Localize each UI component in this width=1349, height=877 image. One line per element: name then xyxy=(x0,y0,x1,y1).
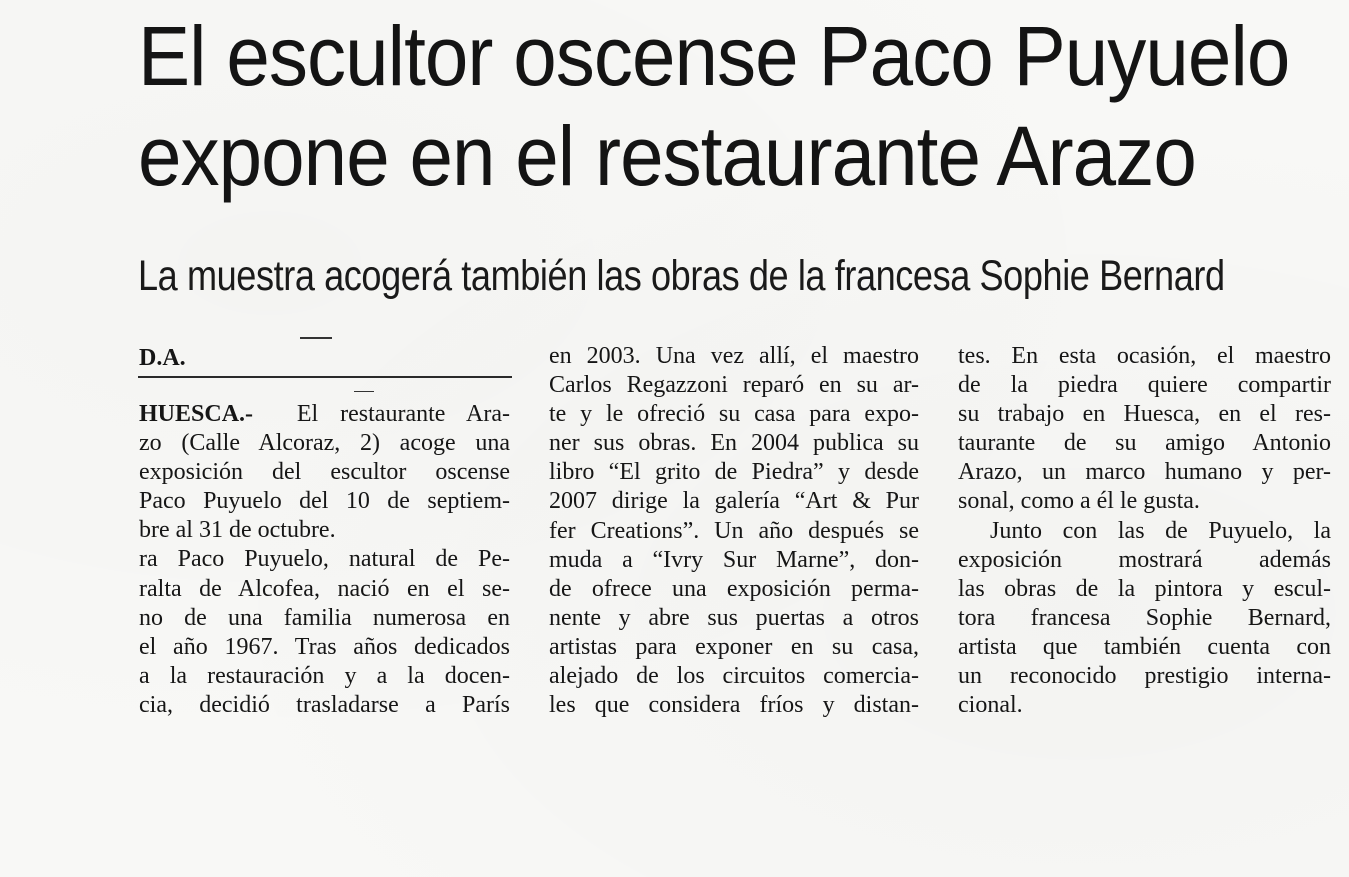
text-line: ra Paco Puyuelo, natural de Pe- xyxy=(139,546,510,573)
dateline: HUESCA.- xyxy=(139,401,254,427)
text-line: nente y abre sus puertas a otros xyxy=(549,604,919,631)
text-line: Arazo, un marco humano y per- xyxy=(958,459,1331,486)
text-line: las obras de la pintora y escul- xyxy=(958,575,1331,602)
text-line: te y le ofreció su casa para expo- xyxy=(549,401,919,428)
text-line xyxy=(139,400,510,429)
text-line: fer Creations”. Un año después se xyxy=(549,517,919,544)
text-line: libro “El grito de Piedra” y desde xyxy=(549,459,919,486)
text-line: un reconocido prestigio interna- xyxy=(958,663,1331,690)
separator-dash xyxy=(300,337,332,339)
text-line: de la piedra quiere compartir xyxy=(958,372,1331,399)
text-line: no de una familia numerosa en xyxy=(139,604,510,631)
body-column-2 xyxy=(549,342,919,720)
headline xyxy=(138,6,1290,206)
text-line: tora francesa Sophie Bernard, xyxy=(958,604,1331,631)
text-line: Carlos Regazzoni reparó en su ar- xyxy=(549,372,919,399)
text-line: ner sus obras. En 2004 publica su xyxy=(549,430,919,457)
body-column-3 xyxy=(958,342,1331,720)
text-line: Junto con las de Puyuelo, la xyxy=(990,517,1331,544)
text-line: cional. xyxy=(958,692,1023,719)
byline-rule xyxy=(138,376,512,378)
text-line: sonal, como a él le gusta. xyxy=(958,488,1200,515)
text-line: ralta de Alcofea, nació en el se- xyxy=(139,575,510,602)
text-line: exposición mostrará además xyxy=(958,546,1331,573)
text-line: exposición del escultor oscense xyxy=(139,459,510,486)
headline-line-2: expone en el restaurante Arazo xyxy=(138,109,1196,203)
body-column-1 xyxy=(139,400,510,720)
text-line: les que considera fríos y distan- xyxy=(549,692,919,719)
text-line: de ofrece una exposición perma- xyxy=(549,575,919,602)
text-line-content: El restaurante Ara- xyxy=(296,401,510,427)
text-line: cia, decidió trasladarse a París xyxy=(139,691,510,718)
headline-line-1: El escultor oscense Paco Puyuelo xyxy=(138,9,1290,103)
text-line: el año 1967. Tras años dedicados xyxy=(139,633,510,660)
text-line: taurante de su amigo Antonio xyxy=(958,430,1331,457)
text-line: artista que también cuenta con xyxy=(958,633,1331,660)
text-line: muda a “Ivry Sur Marne”, don- xyxy=(549,546,919,573)
text-line: zo (Calle Alcoraz, 2) acoge una xyxy=(139,430,510,457)
text-line: su trabajo en Huesca, en el res- xyxy=(958,401,1331,428)
subheadline: La muestra acogerá también las obras de la francesa Sophie Bernard xyxy=(138,252,1225,300)
text-line: a la restauración y a la docen- xyxy=(139,662,510,689)
text-line: en 2003. Una vez allí, el maestro xyxy=(549,343,919,369)
separator-dash-small xyxy=(354,391,374,392)
byline: D.A. xyxy=(139,345,186,371)
text-line: alejado de los circuitos comercia- xyxy=(549,663,919,690)
text-line: bre al 31 de octubre. xyxy=(139,517,336,544)
text-line: tes. En esta ocasión, el maestro xyxy=(958,343,1331,369)
text-line: Paco Puyuelo del 10 de septiem- xyxy=(139,488,510,515)
text-line: 2007 dirige la galería “Art & Pur xyxy=(549,488,919,515)
text-line: artistas para exponer en su casa, xyxy=(549,633,919,660)
